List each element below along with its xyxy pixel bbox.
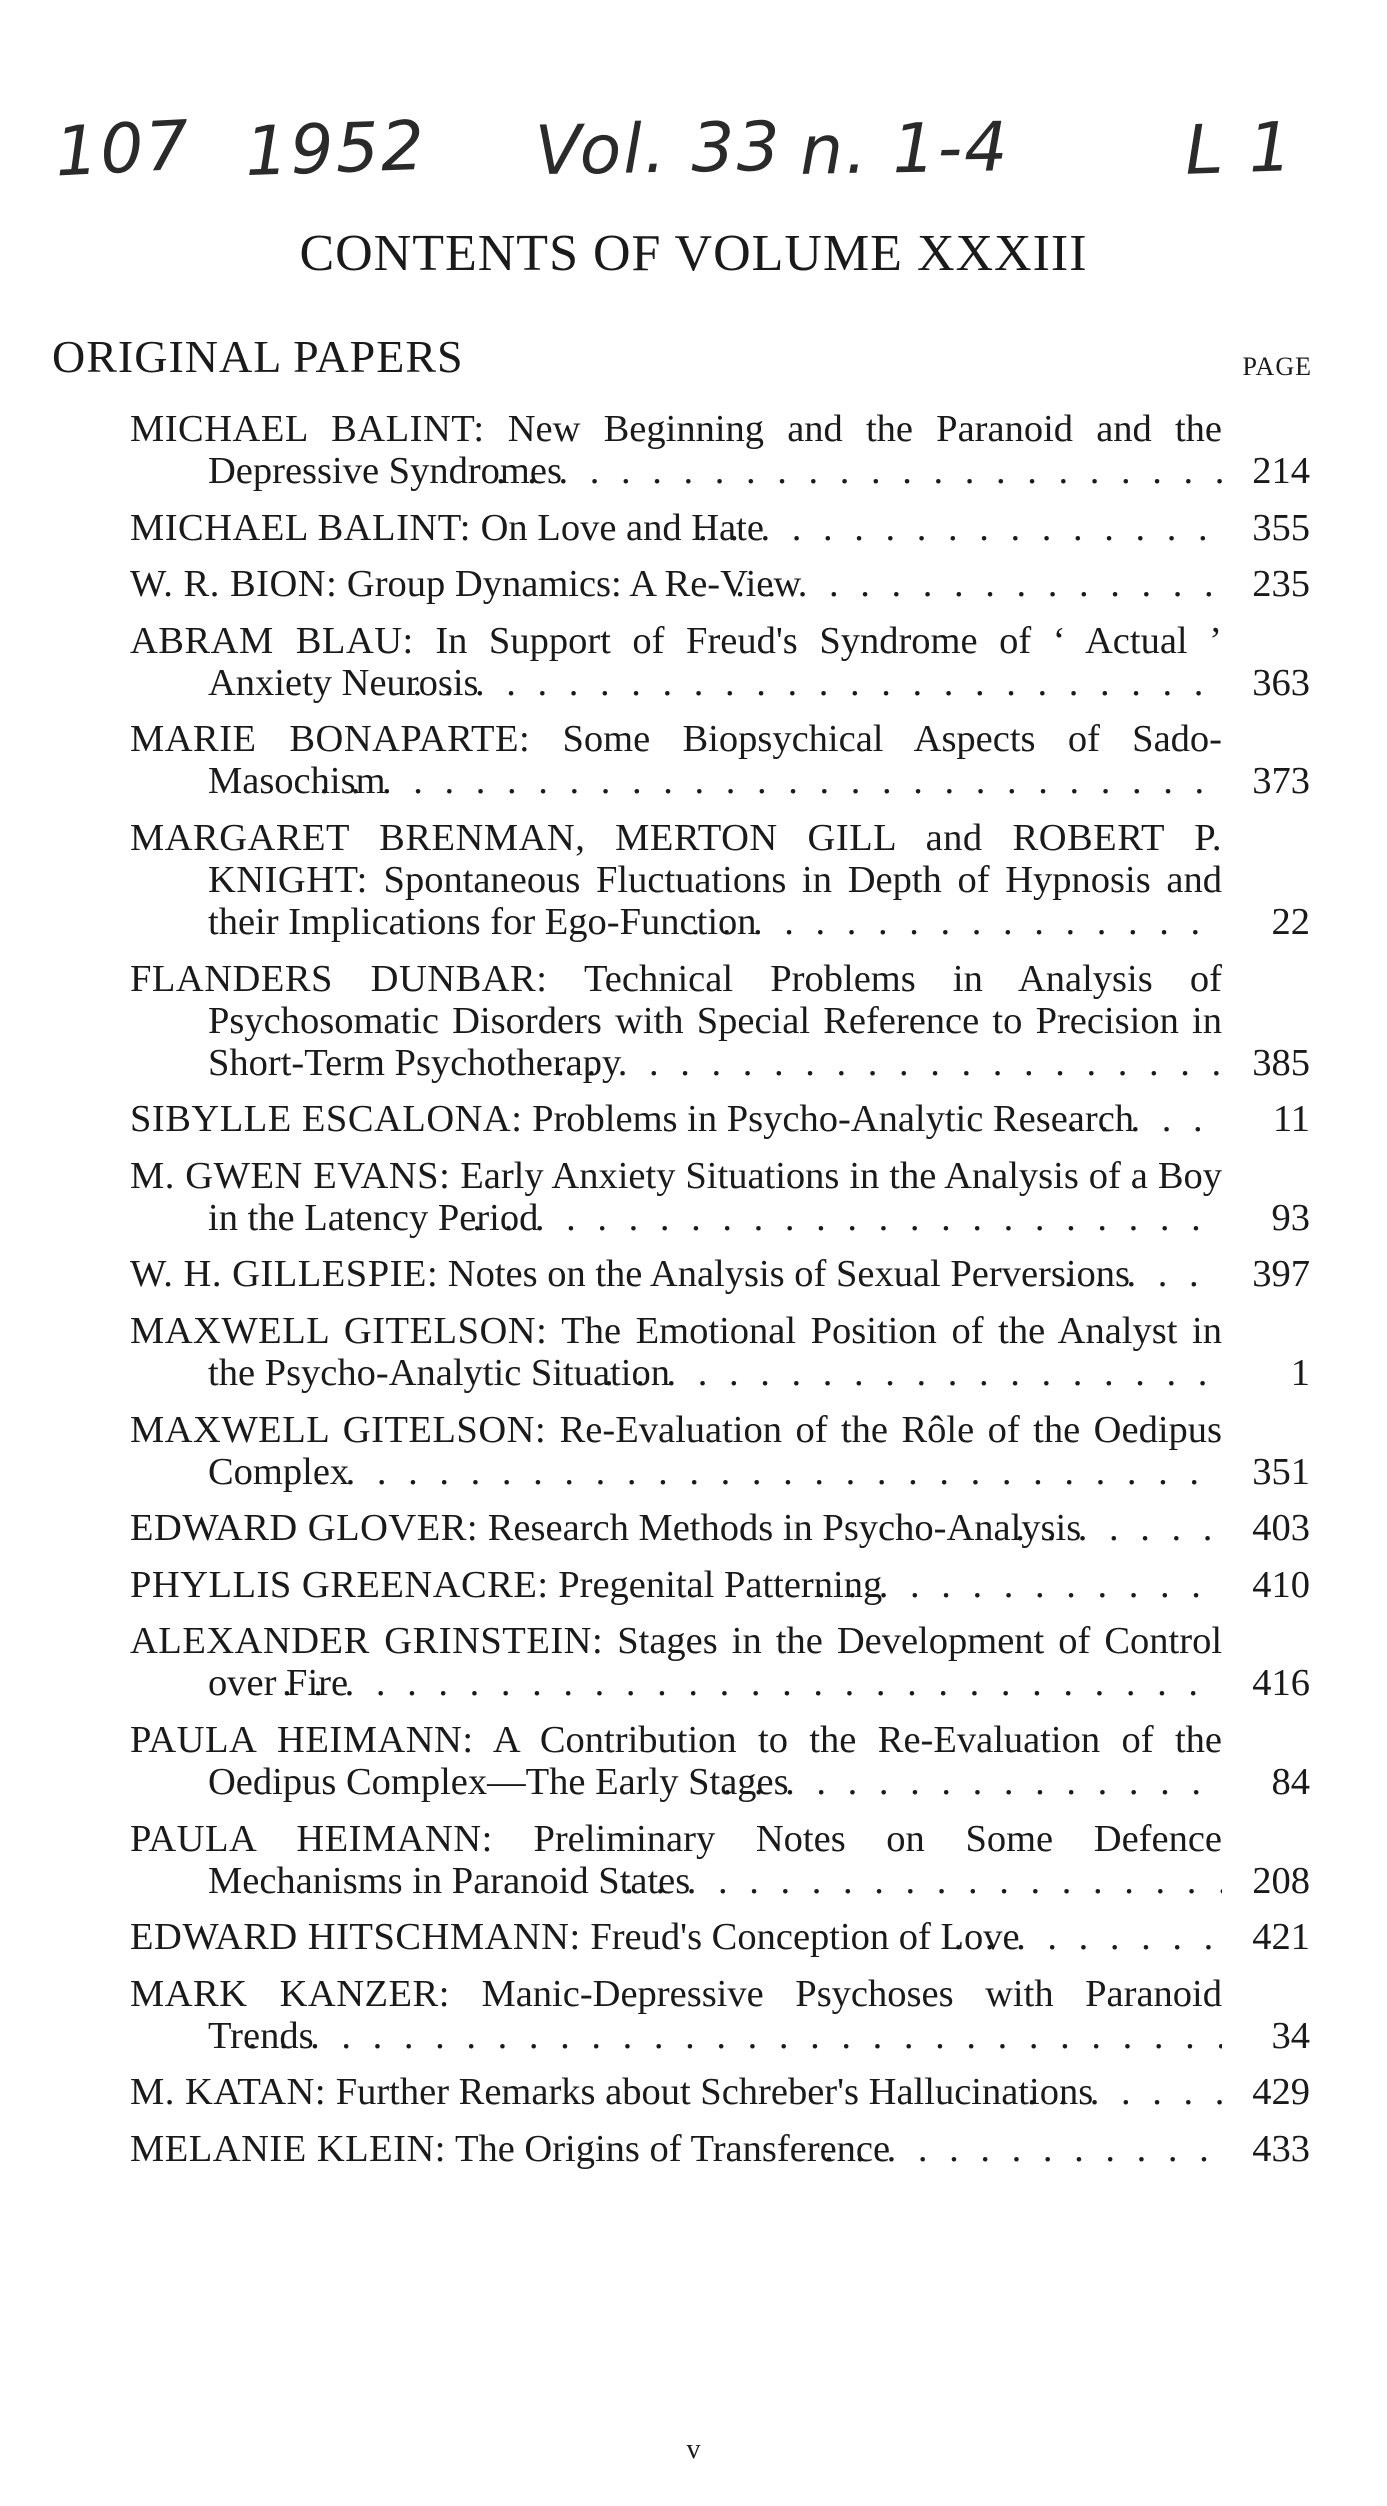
contents-entry [130,1916,1310,1958]
contents-entry [130,1155,1310,1239]
contents-entry [130,563,1310,605]
entry-text [130,817,1222,943]
entry-title: On Love and Hate [480,506,764,549]
entry-title: New Beginning and the Paranoid and the Depressive Syndromes [208,408,1222,492]
entry-author: FLANDERS DUNBAR: [130,957,548,1000]
handwritten-ref: 107 [53,106,193,193]
entry-text [130,1818,1222,1902]
handwritten-volume: Vol. 33 [534,107,783,192]
entry-page-number: 1 [1222,1352,1310,1394]
entry-text [130,507,1222,549]
entry-author: MAXWELL GITELSON: [130,1408,547,1451]
entry-text [130,408,1222,492]
entry-page-number: 11 [1222,1098,1310,1140]
entry-title: The Origins of Transference [454,2127,891,2170]
entry-text [130,718,1222,802]
entry-author: SIBYLLE ESCALONA: [130,1098,523,1141]
entry-author: MAXWELL GITELSON: [130,1309,548,1352]
entry-author: MARIE BONAPARTE: [130,718,531,761]
contents-entry [130,958,1310,1084]
entry-title: A Contribution to the Re-Evaluation of the Oedipus Complex—The Early Stages [208,1718,1222,1803]
entry-page-number: 363 [1222,662,1310,704]
entry-text [130,1507,1222,1549]
entry-author: MARK KANZER: [130,1972,450,2015]
entry-page-number: 34 [1222,2015,1310,2057]
entry-text [130,2071,1222,2113]
entry-text [130,958,1222,1084]
entry-text [130,2128,1222,2170]
entry-author: MICHAEL BALINT: [130,506,471,549]
contents-list [130,408,1310,2184]
entry-title: In Support of Freud's Syndrome of ‘ Actual ’ Anxiety Neurosis [208,619,1222,704]
entry-title: The Emotional Position of the Analyst in the Psycho-Analytic Situation [208,1309,1222,1394]
entry-text [130,1620,1222,1704]
contents-entry [130,1098,1310,1140]
contents-entry [130,1409,1310,1493]
entry-page-number: 355 [1222,507,1310,549]
entry-text [130,1253,1222,1295]
entry-page-number: 403 [1222,1507,1310,1549]
contents-entry [130,1719,1310,1803]
entry-page-number: 429 [1222,2071,1310,2113]
entry-text [130,1564,1222,1606]
contents-entry [130,1564,1310,1606]
entry-title: Notes on the Analysis of Sexual Perversions [447,1253,1131,1296]
entry-title: Problems in Psycho-Analytic Research [532,1098,1135,1141]
entry-title: Stages in the Development of Control over Fire [208,1620,1222,1705]
page-title: CONTENTS OF VOLUME XXXIII [299,225,1088,282]
entry-author: ALEXANDER GRINSTEIN: [130,1620,604,1663]
entry-page-number: 214 [1222,450,1310,492]
handwritten-annotation [53,106,1335,220]
contents-entry [130,1310,1310,1394]
entry-text [130,1409,1222,1493]
entry-text [130,620,1222,704]
contents-entry [130,1620,1310,1704]
section-title: ORIGINAL PAPERS [52,331,464,382]
entry-title: Pregenital Patterning [558,1563,883,1606]
entry-page-number: 385 [1222,1042,1310,1084]
entry-text [130,1973,1222,2057]
entry-author: ABRAM BLAU: [130,619,414,662]
entry-title: Preliminary Notes on Some Defence Mechanisms in Paranoid States [208,1817,1222,1902]
entry-text [130,1155,1222,1239]
entry-title: Some Biopsychical Aspects of Sado-Masochism [208,718,1222,803]
entry-text [130,1916,1222,1958]
contents-entry [130,1818,1310,1902]
entry-page-number: 208 [1222,1860,1310,1902]
entry-title: Manic-Depressive Psychoses with Paranoid Trends [208,1972,1222,2057]
contents-entry [130,408,1310,492]
entry-title: Early Anxiety Situations in the Analysis of a Boy in the Latency Period [208,1154,1222,1239]
entry-text [130,1098,1222,1140]
page-column-label: PAGE [1242,352,1312,381]
entry-title: Spontaneous Fluctuations in Depth of Hypnosis and their Implications for Ego-Function [208,858,1222,943]
entry-page-number: 84 [1222,1761,1310,1803]
entry-page-number: 433 [1222,2128,1310,2170]
entry-title: Group Dynamics: A Re-View [346,563,802,606]
entry-author: W. H. GILLESPIE: [130,1253,439,1296]
entry-author: M. KATAN: [130,2071,327,2114]
contents-entry [130,1253,1310,1295]
entry-page-number: 93 [1222,1197,1310,1239]
entry-page-number: 373 [1222,760,1310,802]
entry-author: W. R. BION: [130,563,338,606]
entry-author: EDWARD GLOVER: [130,1507,479,1550]
entry-text [130,1719,1222,1803]
entry-author: PHYLLIS GREENACRE: [130,1563,549,1606]
handwritten-issues: n. 1-4 [799,108,1011,191]
entry-title: Research Methods in Psycho-Analysis [487,1507,1082,1550]
contents-entry [130,1507,1310,1549]
entry-page-number: 235 [1222,563,1310,605]
entry-author: MICHAEL BALINT: [130,408,485,450]
contents-entry [130,718,1310,802]
entry-page-number: 421 [1222,1916,1310,1958]
handwritten-year: 1952 [243,106,428,193]
section-header [52,330,1312,390]
entry-title: Freud's Conception of Love [590,1916,1020,1959]
contents-entry [130,1973,1310,2057]
entry-text [130,1310,1222,1394]
contents-entry [130,2128,1310,2170]
entry-author: PAULA HEIMANN: [130,1718,474,1761]
entry-page-number: 397 [1222,1253,1310,1295]
contents-entry [130,817,1310,943]
entry-title: Re-Evaluation of the Rôle of the Oedipus Complex [208,1408,1222,1493]
entry-title: Further Remarks about Schreber's Hallucinations [335,2071,1094,2114]
contents-entry [130,507,1310,549]
entry-author: MELANIE KLEIN: [130,2127,446,2170]
contents-entry [130,2071,1310,2113]
entry-author: PAULA HEIMANN: [130,1817,493,1860]
handwritten-code: L 1 [1183,108,1296,191]
entry-page-number: 410 [1222,1564,1310,1606]
entry-page-number: 416 [1222,1662,1310,1704]
entry-author: M. GWEN EVANS: [130,1154,451,1197]
entry-page-number: 22 [1222,901,1310,943]
entry-author: MARGARET BRENMAN, MERTON GILL and ROBERT P. KNIGHT: [130,816,1222,901]
entry-text [130,563,1222,605]
entry-page-number: 351 [1222,1451,1310,1493]
entry-author: EDWARD HITSCHMANN: [130,1916,581,1959]
page-number-footer: v [686,2434,701,2465]
entry-title: Technical Problems in Analysis of Psychosomatic Disorders with Special Reference to Precision in Short-Term Psychotherapy [208,957,1222,1084]
contents-entry [130,620,1310,704]
